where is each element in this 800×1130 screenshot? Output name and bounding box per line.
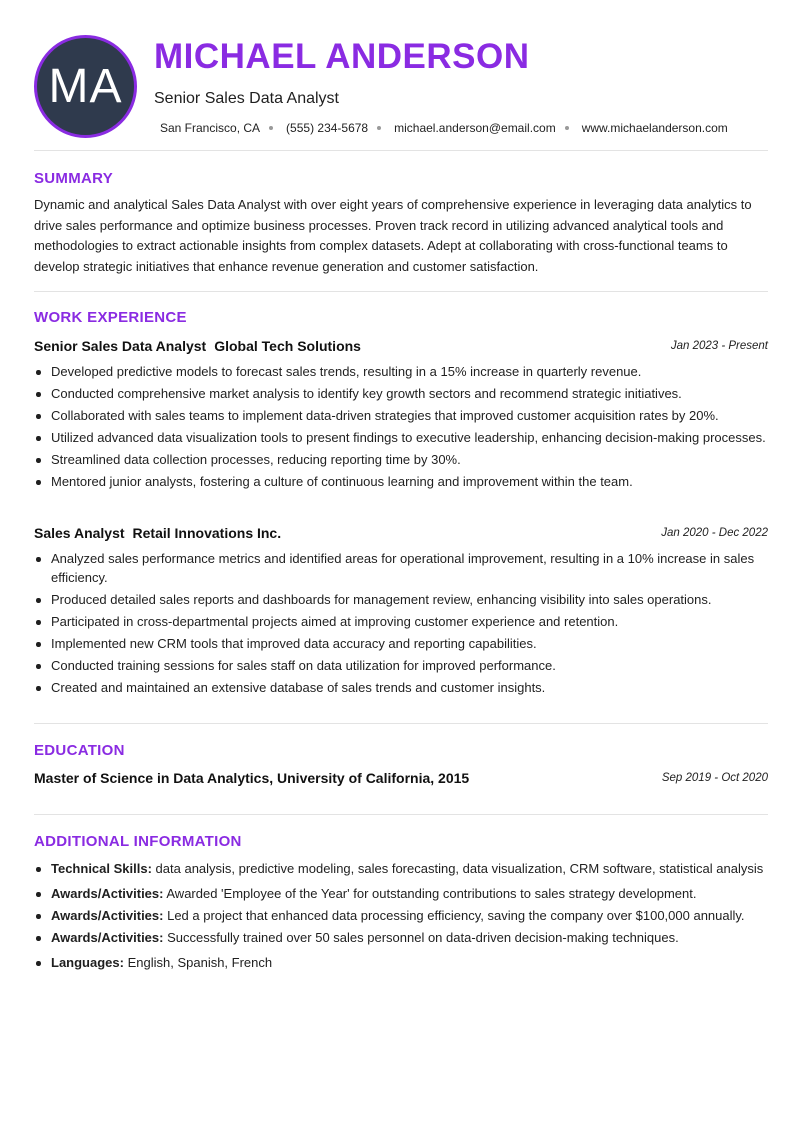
list-item	[34, 928, 768, 947]
list-item: Conducted comprehensive market analysis to identify key growth sectors and recommend strategic initiatives.	[34, 384, 768, 403]
list-item: Conducted training sessions for sales staff on data utilization for improved performance.	[34, 656, 768, 675]
item-label: Awards/Activities:	[51, 908, 164, 923]
list-item: Collaborated with sales teams to implement data-driven strategies that improved customer acquisition rates by 20%.	[34, 406, 768, 425]
summary-text: Dynamic and analytical Sales Data Analyst with over eight years of comprehensive experience in leveraging data analytics to drive sales performance and optimize business processes. Proven track record in utilizing advanced analytical tools and methodologies to extract actionable insights from complex datasets. Adept at collaborating with cross-functional teams to develop strategic initiatives that enhance revenue generation and customer satisfaction.	[34, 197, 752, 274]
divider	[34, 291, 768, 292]
list-item: Created and maintained an extensive database of sales trends and customer insights.	[34, 678, 768, 697]
job-header	[34, 338, 768, 356]
candidate-name: MICHAEL ANDERSON	[154, 37, 530, 76]
contact-phone[interactable]: (555) 234-5678	[286, 121, 369, 135]
list-item: Mentored junior analysts, fostering a culture of continuous learning and improvement within the team.	[34, 472, 768, 491]
separator-dot	[565, 126, 569, 130]
job-dates: Jan 2023 - Present	[670, 340, 768, 352]
divider	[34, 150, 768, 151]
additional-heading: ADDITIONAL INFORMATION	[34, 833, 242, 850]
education-dates: Sep 2019 - Oct 2020	[661, 772, 768, 784]
item-label: Technical Skills:	[51, 861, 152, 876]
job-company: Global Tech Solutions	[214, 338, 361, 354]
resume-header	[34, 35, 768, 135]
divider	[34, 723, 768, 724]
education-degree: Master of Science in Data Analytics, University of California, 2015	[34, 770, 470, 786]
list-item: Implemented new CRM tools that improved data accuracy and reporting capabilities.	[34, 634, 768, 653]
education-entry	[34, 770, 768, 788]
list-item	[34, 906, 768, 925]
list-item	[34, 953, 768, 972]
avatar: MA	[34, 35, 137, 138]
job-bullets	[34, 362, 768, 494]
job-title: Sales Analyst	[34, 525, 125, 541]
divider	[34, 814, 768, 815]
job-company: Retail Innovations Inc.	[132, 525, 282, 541]
contact-location: San Francisco, CA	[160, 121, 261, 135]
list-item: Utilized advanced data visualization tools to present findings to executive leadership, enhancing decision-making processes.	[34, 428, 768, 447]
list-item: Developed predictive models to forecast sales trends, resulting in a 15% increase in quarterly revenue.	[34, 362, 768, 381]
item-text: Successfully trained over 50 sales personnel on data-driven decision-making techniques.	[167, 930, 679, 945]
separator-dot	[377, 126, 381, 130]
item-text: Led a project that enhanced data processing efficiency, saving the company over $100,000 annually.	[167, 908, 745, 923]
list-item: Produced detailed sales reports and dashboards for management review, enhancing visibility into sales operations.	[34, 590, 768, 609]
job-dates: Jan 2020 - Dec 2022	[661, 527, 768, 539]
item-label: Awards/Activities:	[51, 930, 164, 945]
item-label: Awards/Activities:	[51, 886, 164, 901]
job-title: Senior Sales Data Analyst	[34, 338, 207, 354]
list-item: Analyzed sales performance metrics and identified areas for operational improvement, resulting in a 10% increase in sales efficiency.	[34, 549, 768, 587]
item-text: data analysis, predictive modeling, sales forecasting, data visualization, CRM software, statistical analysis	[155, 861, 764, 876]
item-label: Languages:	[51, 955, 124, 970]
list-item	[34, 859, 768, 878]
list-item: Participated in cross-departmental projects aimed at improving customer experience and retention.	[34, 612, 768, 631]
list-item	[34, 884, 768, 903]
candidate-title: Senior Sales Data Analyst	[154, 90, 339, 107]
job-bullets	[34, 549, 768, 700]
additional-list	[34, 859, 768, 975]
education-heading: EDUCATION	[34, 742, 125, 759]
item-text: English, Spanish, French	[127, 955, 273, 970]
summary-heading: SUMMARY	[34, 170, 114, 187]
list-item: Streamlined data collection processes, reducing reporting time by 30%.	[34, 450, 768, 469]
experience-heading: WORK EXPERIENCE	[34, 309, 187, 326]
item-text: Awarded 'Employee of the Year' for outstanding contributions to sales strategy development.	[166, 886, 697, 901]
job-header	[34, 525, 768, 543]
separator-dot	[269, 126, 273, 130]
contact-line	[160, 121, 728, 135]
contact-email[interactable]: michael.anderson@email.com	[394, 121, 556, 135]
contact-website[interactable]: www.michaelanderson.com	[581, 121, 728, 135]
